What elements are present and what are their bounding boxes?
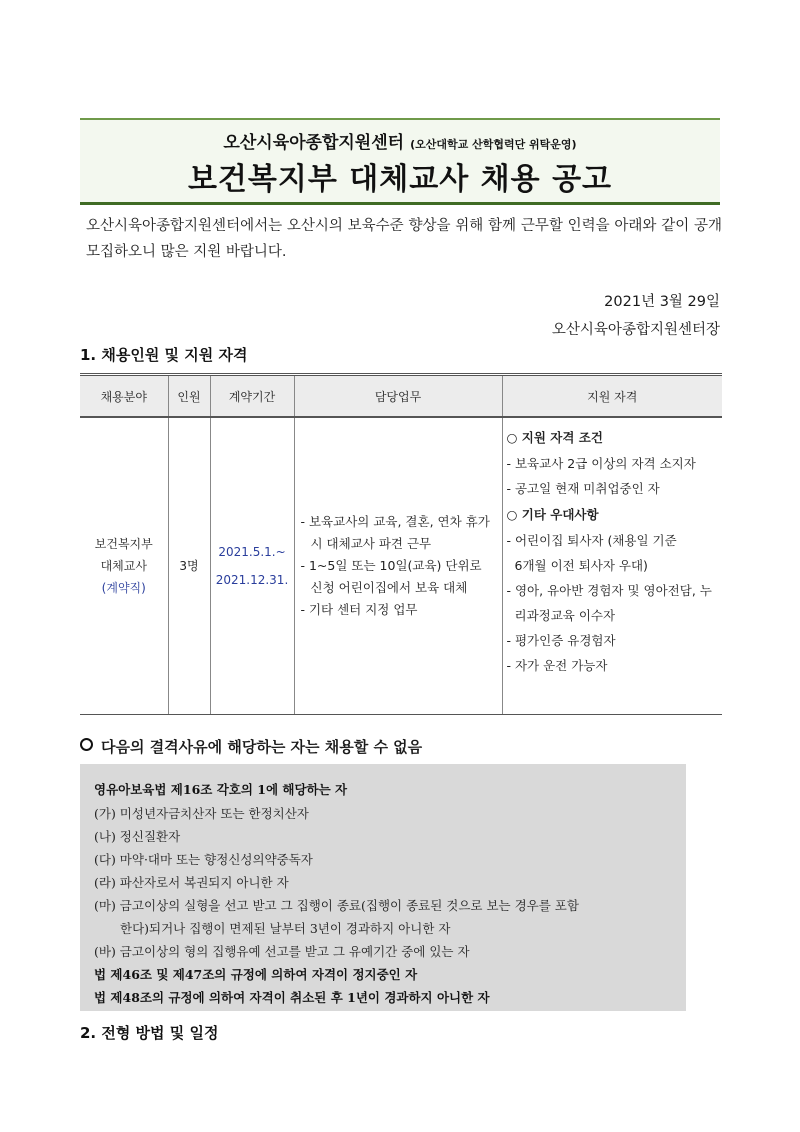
intro-paragraph: 오산시육아종합지원센터에서는 오산시의 보육수준 향상을 위해 함께 근무할 인력을 아래와 같이 공개 모집하오니 많은 지원 바랍니다. (86, 218, 722, 260)
duty-item: - 기타 센터 지정 업무 (300, 602, 418, 617)
period-start: 2021.5.1.~ (218, 545, 286, 559)
disqualification-title (80, 736, 422, 757)
qualification-item: - 보육교사 2급 이상의 자격 소지자 (506, 456, 696, 471)
organization-line (80, 128, 720, 153)
table-header-row (80, 375, 722, 418)
duty-item: - 1~5일 또는 10일(교육) 단위로 신청 어린이집에서 보육 대체 (300, 558, 482, 595)
header-period: 계약기간 (210, 375, 294, 418)
disqualification-line: (다) 마약·대마 또는 향정신성의약중독자 (94, 852, 313, 867)
signatory: 오산시육아종합지원센터장 (551, 322, 720, 338)
preference-item: - 평가인증 유경험자 (506, 633, 616, 648)
cell-count: 3명 (168, 417, 210, 715)
field-line: 보건복지부 (94, 537, 153, 551)
cell-period (210, 417, 294, 715)
qualification-heading: ○ 지원 자격 조건 (506, 430, 603, 445)
preference-item: - 영아, 유아반 경험자 및 영아전담, 누리과정교육 이수자 (506, 583, 712, 623)
recruitment-table (80, 373, 722, 715)
disqualification-line: 영유아보육법 제16조 각호의 1에 해당하는 자 (94, 782, 348, 797)
cell-field (80, 417, 168, 715)
disqualification-line: (가) 미성년자금치산자 또는 한정치산자 (94, 806, 309, 821)
header-field: 채용분야 (80, 375, 168, 418)
disqualification-line: 법 제46조 및 제47조의 규정에 의하여 자격이 정지중인 자 (94, 967, 418, 982)
disqualification-title-text: 다음의 결격사유에 해당하는 자는 채용할 수 없음 (101, 738, 423, 756)
preference-heading: ○ 기타 우대사항 (506, 507, 599, 522)
cell-duties (294, 417, 502, 715)
table-row (80, 417, 722, 715)
disqualification-line: 법 제48조의 규정에 의하여 자격이 취소된 후 1년이 경과하지 아니한 자 (94, 990, 490, 1005)
disqualification-line: (바) 금고이상의 형의 집행유예 선고를 받고 그 유예기간 중에 있는 자 (94, 944, 470, 959)
duty-item: - 보육교사의 교육, 결혼, 연차 휴가 시 대체교사 파견 근무 (300, 514, 490, 551)
field-line: 대체교사 (100, 559, 147, 573)
cell-qualifications (502, 417, 722, 715)
header-qualifications: 지원 자격 (502, 375, 722, 418)
organization-note: (오산대학교 산학협력단 위탁운영) (410, 138, 577, 151)
qualification-item: - 공고일 현재 미취업중인 자 (506, 481, 660, 496)
disqualification-box (80, 764, 686, 1011)
title-banner (80, 118, 720, 205)
circle-bullet-icon (80, 738, 93, 751)
section-2-title: 2. 전형 방법 및 일정 (80, 1024, 219, 1042)
organization-name: 오산시육아종합지원센터 (223, 133, 405, 153)
disqualification-line: (나) 정신질환자 (94, 829, 181, 844)
section-1-title: 1. 채용인원 및 지원 자격 (80, 346, 248, 364)
disqualification-line: (라) 파산자로서 복권되지 아니한 자 (94, 875, 289, 890)
employment-type: (계약직) (101, 581, 146, 595)
period-end: 2021.12.31. (215, 573, 289, 587)
disqualification-line: (마) 금고이상의 실형을 선고 받고 그 집행이 종료(집행이 종료된 것으로 보는 경우를 포함 (94, 898, 579, 913)
announcement-title: 보건복지부 대체교사 채용 공고 (187, 162, 613, 197)
header-duties: 담당업무 (294, 375, 502, 418)
announcement-date: 2021년 3월 29일 (604, 294, 720, 310)
header-count: 인원 (168, 375, 210, 418)
disqualification-line: 한다)되거나 집행이 면제된 날부터 3년이 경과하지 아니한 자 (120, 921, 451, 936)
preference-item-continued: 6개월 이전 퇴사자 우대) (514, 558, 648, 573)
preference-item: - 자가 운전 가능자 (506, 658, 608, 673)
preference-item: - 어린이집 퇴사자 (채용일 기준 (506, 533, 677, 548)
